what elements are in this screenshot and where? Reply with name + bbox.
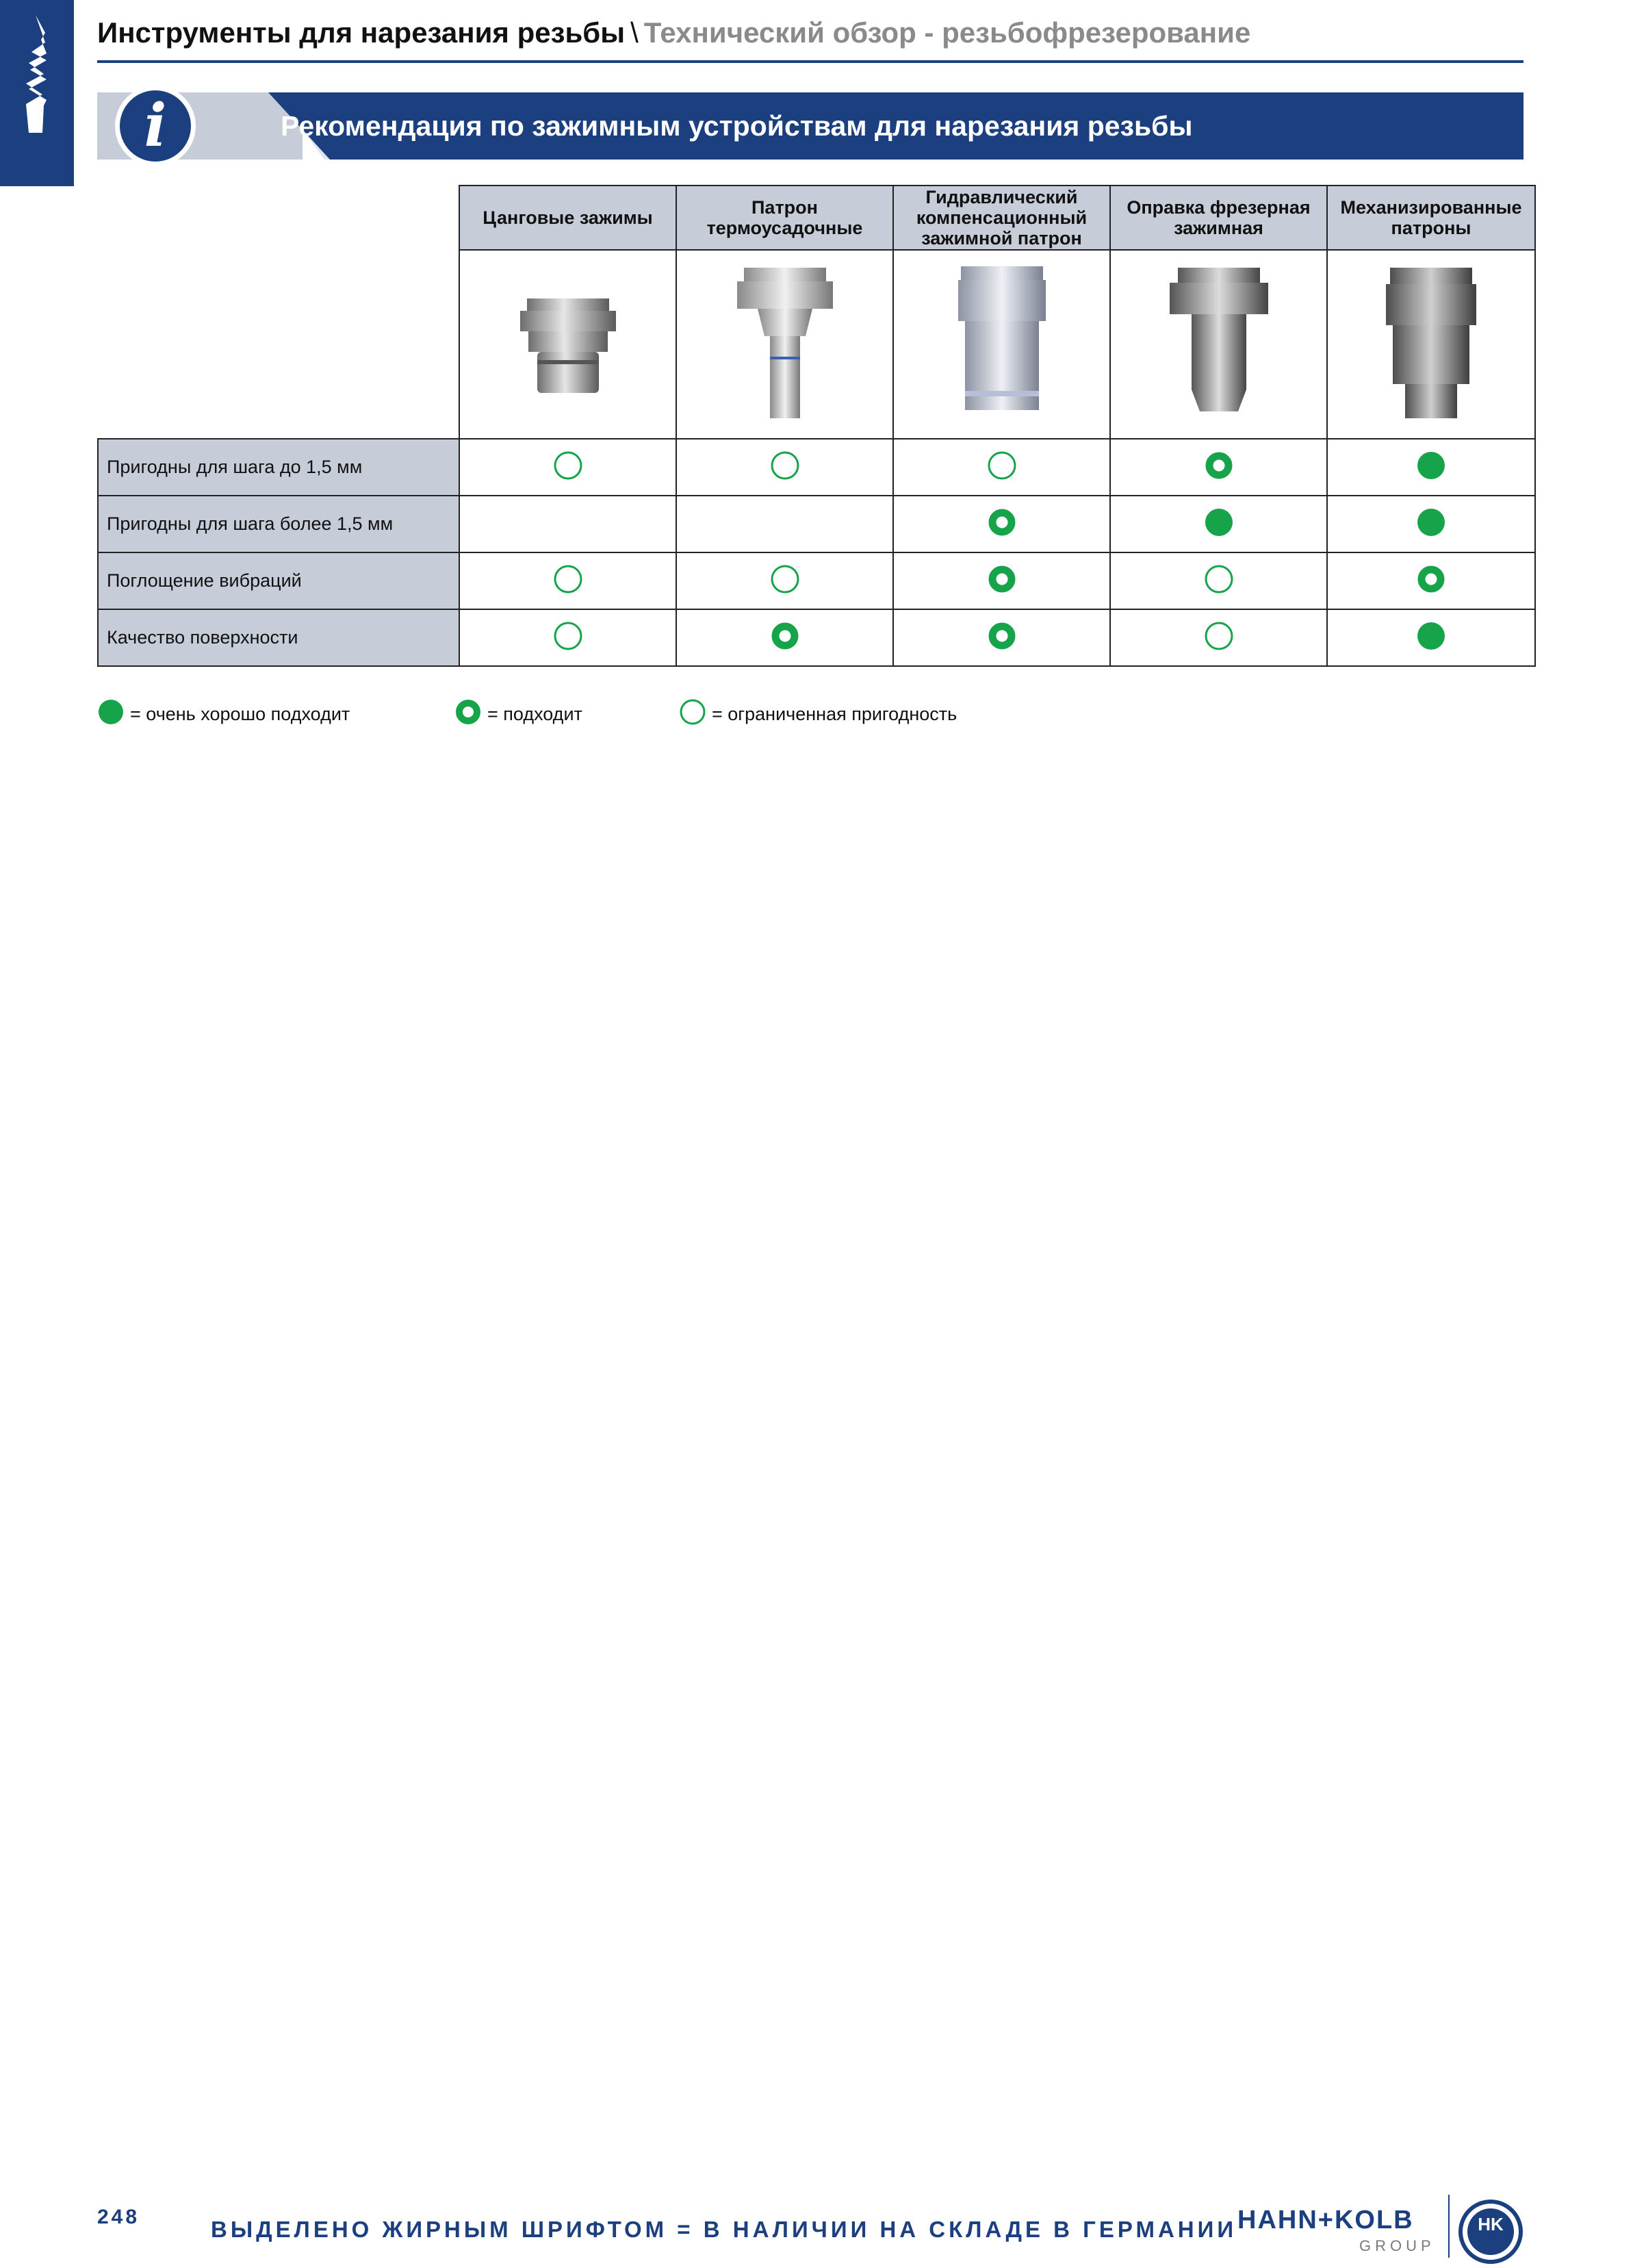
header-title: Инструменты для нарезания резьбы bbox=[97, 16, 626, 49]
rating-cell bbox=[1110, 609, 1327, 666]
rating-rows bbox=[98, 439, 1535, 666]
column-header: Гидравлический компенсационный зажимной патрон bbox=[893, 186, 1110, 250]
limited-icon bbox=[1204, 621, 1234, 654]
rating-cell bbox=[676, 496, 893, 552]
rating-cell bbox=[676, 439, 893, 496]
mechanical-chuck-image bbox=[1327, 250, 1535, 439]
collet-chuck-image bbox=[459, 250, 676, 439]
rating-cell bbox=[1110, 496, 1327, 552]
rating-cell bbox=[893, 552, 1110, 609]
drill-icon bbox=[15, 12, 56, 136]
chapter-tab bbox=[0, 0, 74, 186]
column-header: Цанговые зажимы bbox=[459, 186, 676, 250]
info-icon: i bbox=[115, 86, 196, 166]
rating-cell bbox=[1327, 439, 1535, 496]
page-number: 248 bbox=[97, 2206, 140, 2228]
limited-icon bbox=[770, 450, 800, 484]
very-good-icon bbox=[1416, 450, 1446, 484]
page-header bbox=[97, 16, 1250, 49]
limited-icon bbox=[679, 698, 706, 730]
rating-cell bbox=[1327, 552, 1535, 609]
rating-cell bbox=[893, 496, 1110, 552]
section-title: Рекомендация по зажимным устройствам для нарезания резьбы bbox=[281, 110, 1193, 142]
shrink-chuck-image bbox=[676, 250, 893, 439]
product-image-row bbox=[98, 250, 1535, 439]
column-header: Оправка фрезерная зажимная bbox=[1110, 186, 1327, 250]
very-good-icon bbox=[1204, 507, 1234, 541]
legend-suitable bbox=[454, 698, 582, 730]
header-subtitle: Технический обзор - резьбофрезерование bbox=[643, 16, 1251, 49]
legend-limited-label: = ограниченная пригодность bbox=[712, 704, 957, 724]
legend-very-good-label: = очень хорошо подходит bbox=[130, 704, 350, 724]
recommendation-table bbox=[97, 185, 1536, 667]
legend-very-good bbox=[97, 698, 350, 730]
rating-cell bbox=[1110, 552, 1327, 609]
rating-cell bbox=[893, 439, 1110, 496]
rating-cell bbox=[459, 609, 676, 666]
rating-cell bbox=[459, 439, 676, 496]
stock-note: ВЫДЕЛЕНО ЖИРНЫМ ШРИФТОМ = В НАЛИЧИИ НА СКЛАДЕ В ГЕРМАНИИ bbox=[211, 2217, 1237, 2242]
header-separator: \ bbox=[630, 16, 639, 49]
row-label: Качество поверхности bbox=[98, 609, 459, 666]
suitable-icon bbox=[1416, 564, 1446, 598]
very-good-icon bbox=[1416, 621, 1446, 654]
very-good-icon bbox=[1416, 507, 1446, 541]
limited-icon bbox=[770, 564, 800, 598]
rating-cell bbox=[459, 552, 676, 609]
rating-cell bbox=[1327, 496, 1535, 552]
column-header: Патрон термоусадочные bbox=[676, 186, 893, 250]
rating-cell bbox=[1110, 439, 1327, 496]
rating-cell bbox=[459, 496, 676, 552]
hk-logo-icon bbox=[1458, 2199, 1523, 2268]
brand-group: GROUP bbox=[1359, 2237, 1435, 2254]
very-good-icon bbox=[97, 698, 125, 730]
table-row bbox=[98, 552, 1535, 609]
header-rule bbox=[97, 60, 1523, 63]
table-header-row bbox=[98, 186, 1535, 250]
rating-cell bbox=[676, 552, 893, 609]
suitable-icon bbox=[987, 564, 1017, 598]
milling-arbor-image bbox=[1110, 250, 1327, 439]
suitable-icon bbox=[987, 507, 1017, 541]
limited-icon bbox=[553, 564, 583, 598]
table-row bbox=[98, 496, 1535, 552]
suitable-icon bbox=[1204, 450, 1234, 484]
row-label: Пригодны для шага до 1,5 мм bbox=[98, 439, 459, 496]
rating-cell bbox=[893, 609, 1110, 666]
legend-suitable-label: = подходит bbox=[487, 704, 582, 724]
limited-icon bbox=[553, 621, 583, 654]
limited-icon bbox=[553, 450, 583, 484]
row-label: Пригодны для шага более 1,5 мм bbox=[98, 496, 459, 552]
suitable-icon bbox=[987, 621, 1017, 654]
svg-text:HK: HK bbox=[1478, 2214, 1504, 2234]
section-banner bbox=[97, 92, 1523, 160]
brand-divider bbox=[1448, 2195, 1450, 2258]
table-row bbox=[98, 439, 1535, 496]
column-header: Механизированные патроны bbox=[1327, 186, 1535, 250]
hydraulic-chuck-image bbox=[893, 250, 1110, 439]
brand-name: HAHN+KOLB bbox=[1237, 2206, 1414, 2234]
rating-cell bbox=[676, 609, 893, 666]
rating-cell bbox=[1327, 609, 1535, 666]
limited-icon bbox=[1204, 564, 1234, 598]
legend-limited bbox=[679, 698, 957, 730]
table-row bbox=[98, 609, 1535, 666]
limited-icon bbox=[987, 450, 1017, 484]
row-label: Поглощение вибраций bbox=[98, 552, 459, 609]
suitable-icon bbox=[454, 698, 482, 730]
suitable-icon bbox=[770, 621, 800, 654]
